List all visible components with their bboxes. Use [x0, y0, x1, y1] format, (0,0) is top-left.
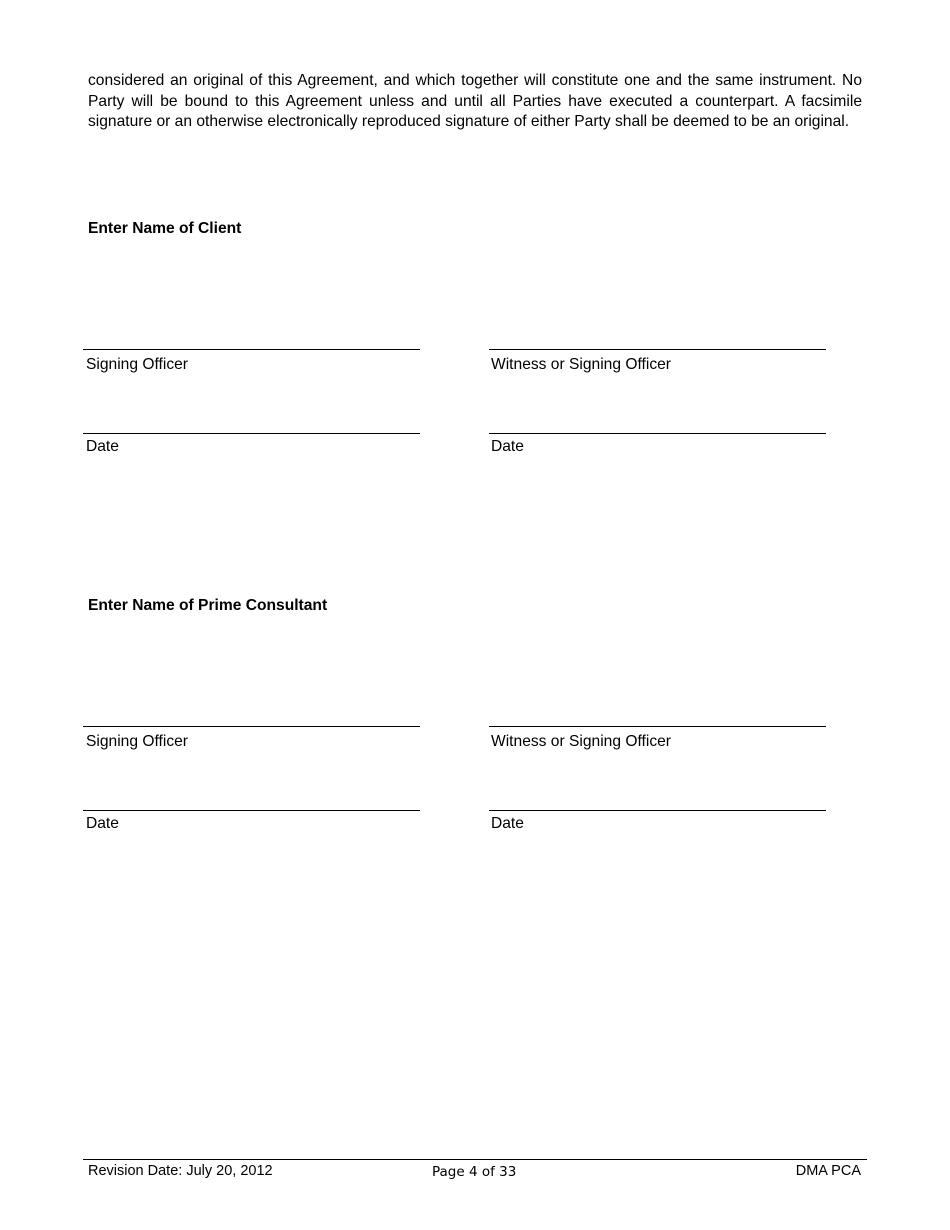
consultant-date-label-left: Date: [86, 815, 119, 832]
client-signing-officer-line[interactable]: [83, 349, 420, 350]
client-date-line-left[interactable]: [83, 433, 420, 434]
client-date-line-right[interactable]: [489, 433, 826, 434]
client-witness-label: Witness or Signing Officer: [491, 356, 671, 373]
consultant-date-line-right[interactable]: [489, 810, 826, 811]
client-date-label-left: Date: [86, 438, 119, 455]
footer-document-code: DMA PCA: [795, 1163, 861, 1179]
agreement-paragraph: considered an original of this Agreement, and which together will constitute one and the same instrument. No Party will be bound to this Agreement unless and until all Parties have executed a counterpart. A facsimile signature or an otherwise electronically reproduced signature of either Party shall be deemed to be an original.: [88, 72, 862, 131]
consultant-witness-label: Witness or Signing Officer: [491, 733, 671, 750]
consultant-date-label-right: Date: [491, 815, 524, 832]
client-witness-line[interactable]: [489, 349, 826, 350]
footer-page-number: Page 4 of 33: [432, 1164, 517, 1180]
footer-divider: [83, 1159, 867, 1160]
client-name-heading: Enter Name of Client: [88, 220, 242, 237]
consultant-witness-line[interactable]: [489, 726, 826, 727]
consultant-signing-officer-label: Signing Officer: [86, 733, 188, 750]
consultant-signing-officer-line[interactable]: [83, 726, 420, 727]
consultant-date-line-left[interactable]: [83, 810, 420, 811]
client-date-label-right: Date: [491, 438, 524, 455]
footer-revision-date: Revision Date: July 20, 2012: [88, 1163, 273, 1179]
client-signing-officer-label: Signing Officer: [86, 356, 188, 373]
consultant-name-heading: Enter Name of Prime Consultant: [88, 597, 328, 614]
